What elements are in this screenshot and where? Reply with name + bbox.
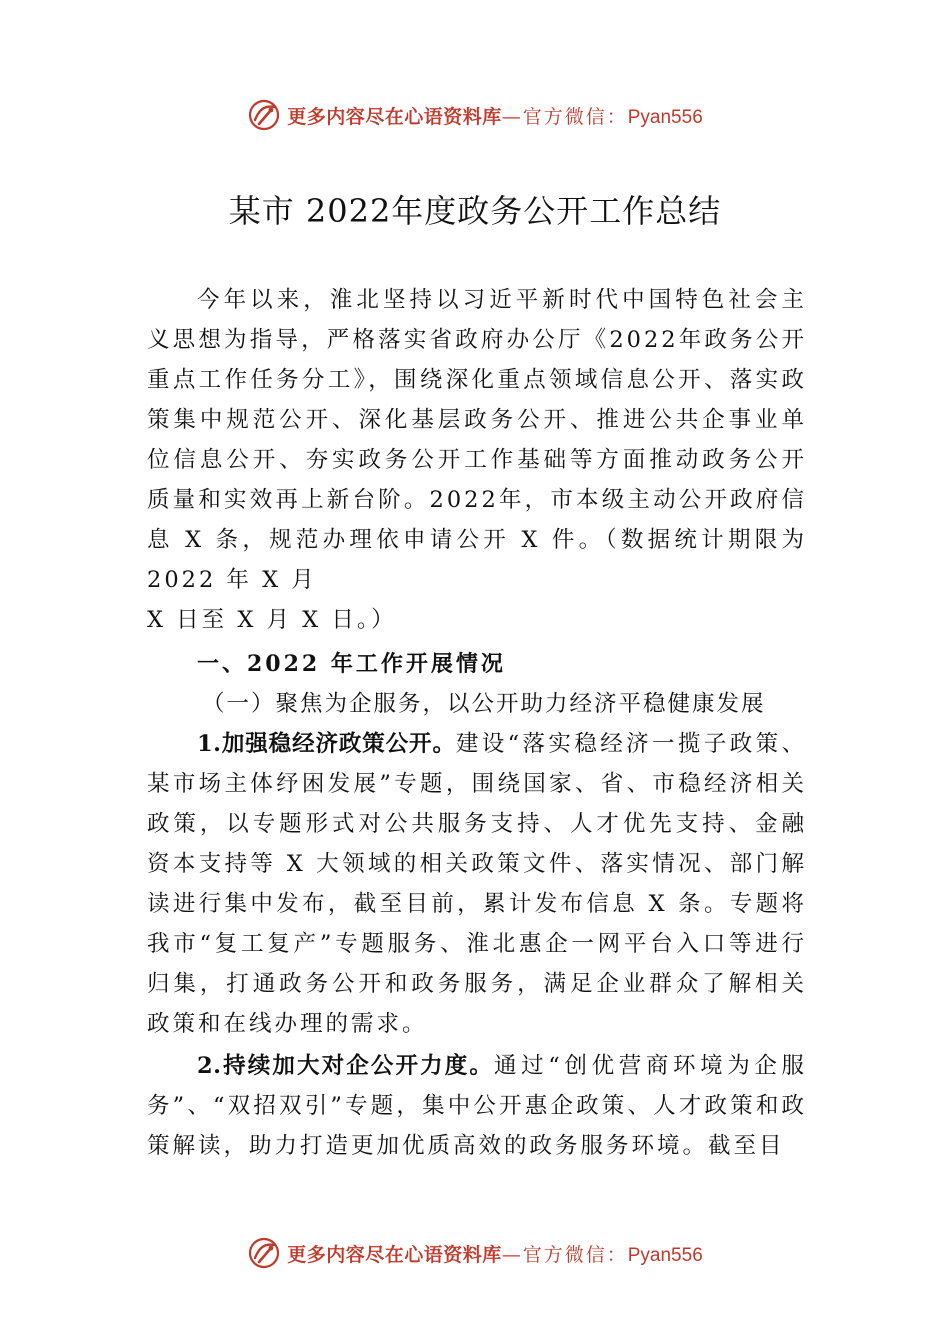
item-2-body: 通过“创优营商环境为企服务”、“双招双引”专题，集中公开惠企政策、人才政策和政策解读，助力打造更加优质高效的政务服务环境。截至目	[147, 1053, 807, 1159]
watermark-text: 更多内容尽在心语资料库—官方微信：Pyan556	[287, 105, 703, 128]
item-2-lead: 2.持续加大对企公开力度。	[197, 1053, 495, 1079]
document-body	[147, 280, 807, 1166]
document-title: 某市 2022年度政务公开工作总结	[228, 192, 722, 230]
watermark-text: 更多内容尽在心语资料库—官方微信：Pyan556	[287, 1243, 703, 1266]
seal-logo-icon	[247, 1236, 281, 1270]
footer-watermark-banner	[0, 1233, 950, 1273]
section-heading: 一、2022 年工作开展情况	[197, 651, 506, 677]
item-paragraph-1	[147, 724, 807, 1044]
intro-paragraph: 今年以来，淮北坚持以习近平新时代中国特色社会主义思想为指导，严格落实省政府办公厅《2022年政务公开重点工作任务分工》，围绕深化重点领域信息公开、落实政策集中规范公开、深化基层政务公开、推进公共企事业单位信息公开、夯实政务公开工作基础等方面推动政务公开质量和实效再上新台阶。2022年，市本级主动公开政府信息 X 条，规范办理依申请公开 X 件。（数据统计期限为 2022 年 X 月	[147, 287, 807, 593]
item-1-body: 建设“落实稳经济一揽子政策、某市场主体纾困发展”专题，围绕国家、省、市稳经济相关政策，以专题形式对公共服务支持、人才优先支持、金融资本支持等 X 大领域的相关政策文件、落实情况、部门解读进行集中发布，截至目前，累计发布信息 X 条。专题将我市“复工复产”专题服务、淮北惠企一网平台入口等进行归集，打通政务公开和政务服务，满足企业群众了解相关政策和在线办理的需求。	[147, 731, 807, 1037]
header-watermark-banner	[0, 95, 950, 135]
subsection-heading: （一）聚焦为企服务，以公开助力经济平稳健康发展	[202, 691, 766, 717]
seal-logo-icon	[247, 98, 281, 132]
item-1-lead: 1.加强稳经济政策公开。	[197, 731, 456, 757]
intro-paragraph-tail: X 日至 X 月 X 日。）	[147, 607, 397, 633]
item-paragraph-2	[147, 1046, 807, 1166]
